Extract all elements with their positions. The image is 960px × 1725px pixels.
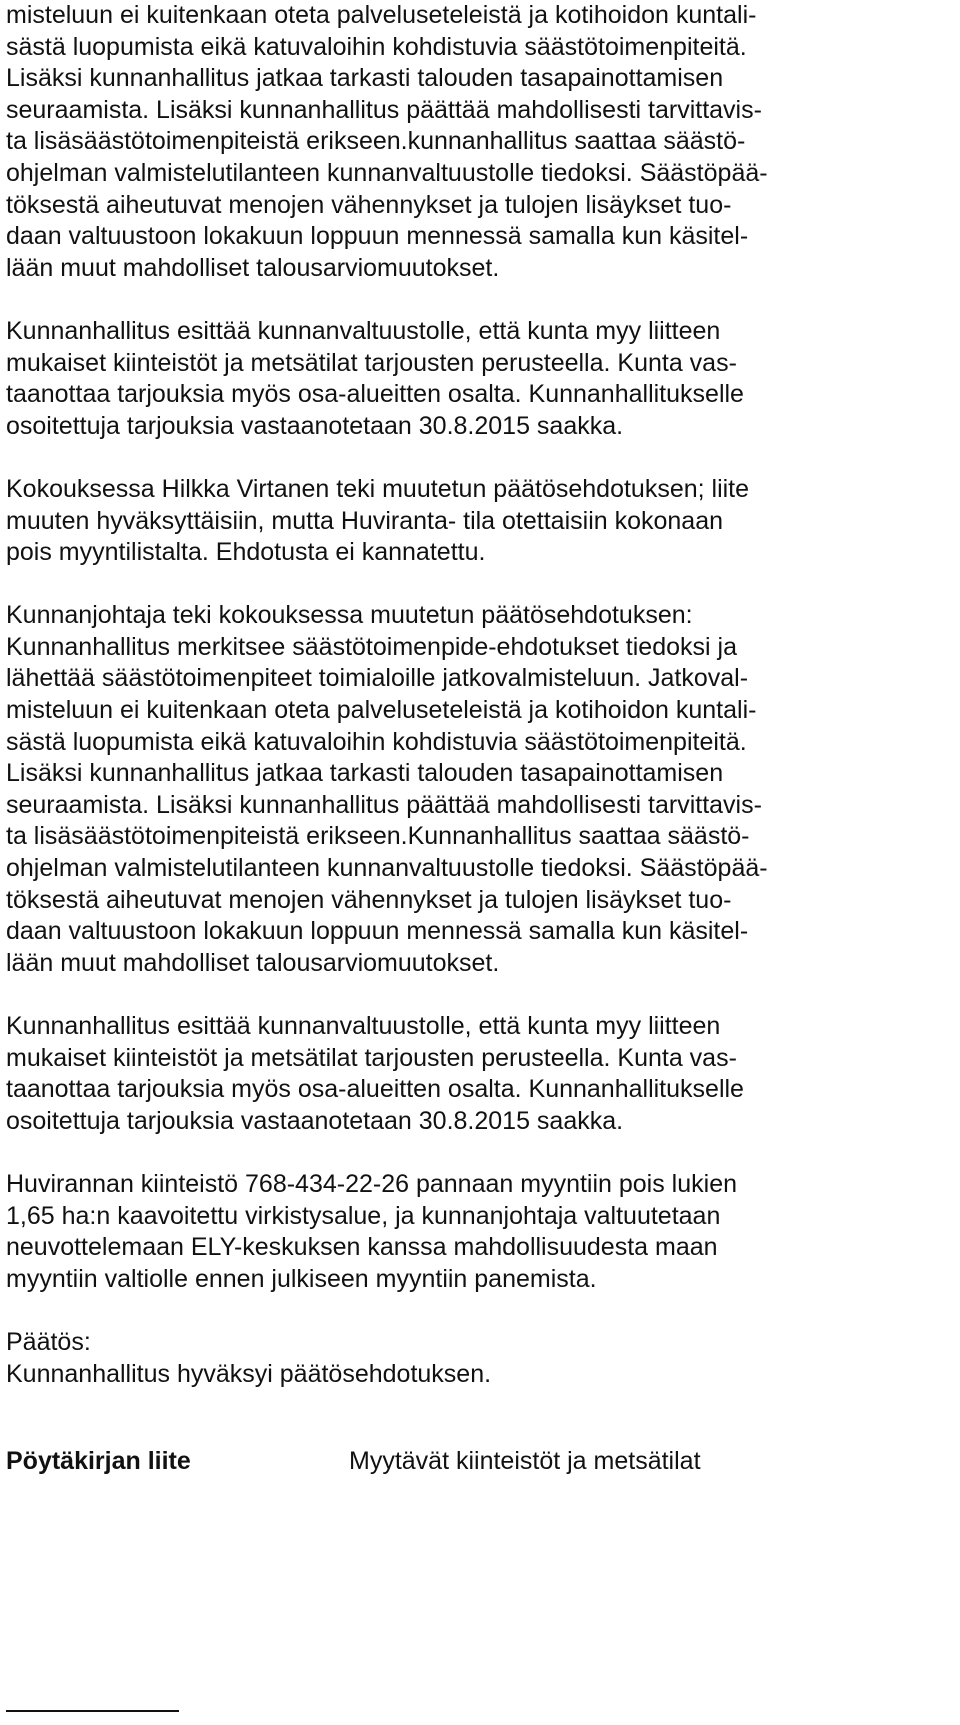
text-line: lään muut mahdolliset talousarviomuutokset. xyxy=(6,948,500,977)
paragraph-property-sale-repeat xyxy=(6,1011,926,1137)
text-line: Lisäksi kunnanhallitus jatkaa tarkasti talouden tasapainottamisen xyxy=(6,64,724,93)
paragraph-spacer xyxy=(6,284,926,316)
paragraph-spacer xyxy=(6,1422,926,1446)
text-line: Kunnanjohtaja teki kokouksessa muutetun päätösehdotuksen: xyxy=(6,601,693,630)
paragraph-spacer xyxy=(6,442,926,474)
text-line: Huvirannan kiinteistö 768-434-22-26 pannaan myyntiin pois lukien xyxy=(6,1169,738,1198)
text-line: ohjelman valmistelutilanteen kunnanvaltuustolle tiedoksi. Säästöpää- xyxy=(6,854,768,883)
text-line: lään muut mahdolliset talousarviomuutokset. xyxy=(6,253,500,282)
text-line: ohjelman valmistelutilanteen kunnanvaltuustolle tiedoksi. Säästöpää- xyxy=(6,158,768,187)
paragraph-spacer xyxy=(6,569,926,601)
text-line: mukaiset kiinteistöt ja metsätilat tarjousten perusteella. Kunta vas- xyxy=(6,348,737,377)
text-line: mukaiset kiinteistöt ja metsätilat tarjousten perusteella. Kunta vas- xyxy=(6,1043,737,1072)
text-line: osoitettuja tarjouksia vastaanotetaan 30.8.2015 saakka. xyxy=(6,411,624,440)
text-line: Lisäksi kunnanhallitus jatkaa tarkasti talouden tasapainottamisen xyxy=(6,759,724,788)
paragraph-spacer xyxy=(6,1137,926,1169)
text-line: ta lisäsäästötoimenpiteistä erikseen.Kunnanhallitus saattaa säästö- xyxy=(6,822,750,851)
attachment-label: Pöytäkirjan liite xyxy=(6,1446,191,1475)
text-line: daan valtuustoon lokakuun loppuun mennessä samalla kun käsitel- xyxy=(6,222,749,251)
text-line: Kunnanhallitus esittää kunnanvaltuustolle, että kunta myy liitteen xyxy=(6,316,721,345)
document-page xyxy=(6,0,926,1477)
text-line: Kunnanhallitus esittää kunnanvaltuustolle, että kunta myy liitteen xyxy=(6,1012,721,1040)
text-line: misteluun ei kuitenkaan oteta palveluseteleistä ja kotihoidon kuntali- xyxy=(6,696,757,725)
text-line: 1,65 ha:n kaavoitettu virkistysalue, ja kunnanjohtaja valtuutetaan xyxy=(6,1201,721,1230)
paragraph-amendment-proposal xyxy=(6,474,926,569)
text-line: misteluun ei kuitenkaan oteta palveluseteleistä ja kotihoidon kuntali- xyxy=(6,1,757,29)
text-line: myyntiin valtiolle ennen julkiseen myyntiin panemista. xyxy=(6,1264,597,1293)
attachment-title: Myytävät kiinteistöt ja metsätilat xyxy=(349,1446,701,1475)
text-line: Kunnanhallitus merkitsee säästötoimenpide-ehdotukset tiedoksi ja xyxy=(6,632,737,661)
text-line: daan valtuustoon lokakuun loppuun mennessä samalla kun käsitel- xyxy=(6,917,749,946)
decision-section xyxy=(6,1327,926,1390)
paragraph-spacer xyxy=(6,1390,926,1422)
paragraph-revised-proposal xyxy=(6,600,926,979)
text-line: taanottaa tarjouksia myös osa-alueitten osalta. Kunnanhallitukselle xyxy=(6,380,744,409)
text-line: lähettää säästötoimenpiteet toimialoille jatkovalmisteluun. Jatkoval- xyxy=(6,664,749,693)
text-line: seuraamista. Lisäksi kunnanhallitus päättää mahdollisesti tarvittavis- xyxy=(6,790,762,819)
text-line: pois myyntilistalta. Ehdotusta ei kannatettu. xyxy=(6,538,486,567)
attachment-row xyxy=(6,1446,926,1478)
text-line: töksestä aiheutuvat menojen vähennykset ja tulojen lisäykset tuo- xyxy=(6,885,732,914)
text-line: sästä luopumista eikä katuvaloihin kohdistuvia säästötoimenpiteitä. xyxy=(6,32,747,61)
decision-label: Päätös: xyxy=(6,1327,91,1356)
text-line: muuten hyväksyttäisiin, mutta Huviranta- tila otettaisiin kokonaan xyxy=(6,506,724,535)
decision-text: Kunnanhallitus hyväksyi päätösehdotuksen. xyxy=(6,1359,492,1388)
text-line: ta lisäsäästötoimenpiteistä erikseen.kunnanhallitus saattaa säästö- xyxy=(6,127,746,156)
text-line: taanottaa tarjouksia myös osa-alueitten osalta. Kunnanhallitukselle xyxy=(6,1075,744,1104)
text-line: osoitettuja tarjouksia vastaanotetaan 30.8.2015 saakka. xyxy=(6,1106,624,1135)
text-line: seuraamista. Lisäksi kunnanhallitus päättää mahdollisesti tarvittavis- xyxy=(6,95,762,124)
paragraph-huviranta xyxy=(6,1169,926,1295)
paragraph-savings-continued xyxy=(6,0,926,284)
text-line: töksestä aiheutuvat menojen vähennykset ja tulojen lisäykset tuo- xyxy=(6,190,732,219)
paragraph-spacer xyxy=(6,1295,926,1327)
text-line: sästä luopumista eikä katuvaloihin kohdistuvia säästötoimenpiteitä. xyxy=(6,727,747,756)
paragraph-property-sale xyxy=(6,316,926,442)
text-line: neuvottelemaan ELY-keskuksen kanssa mahdollisuudesta maan xyxy=(6,1233,718,1262)
paragraph-spacer xyxy=(6,979,926,1011)
footnote-divider xyxy=(6,1710,179,1712)
text-line: Kokouksessa Hilkka Virtanen teki muutetun päätösehdotuksen; liite xyxy=(6,474,750,503)
